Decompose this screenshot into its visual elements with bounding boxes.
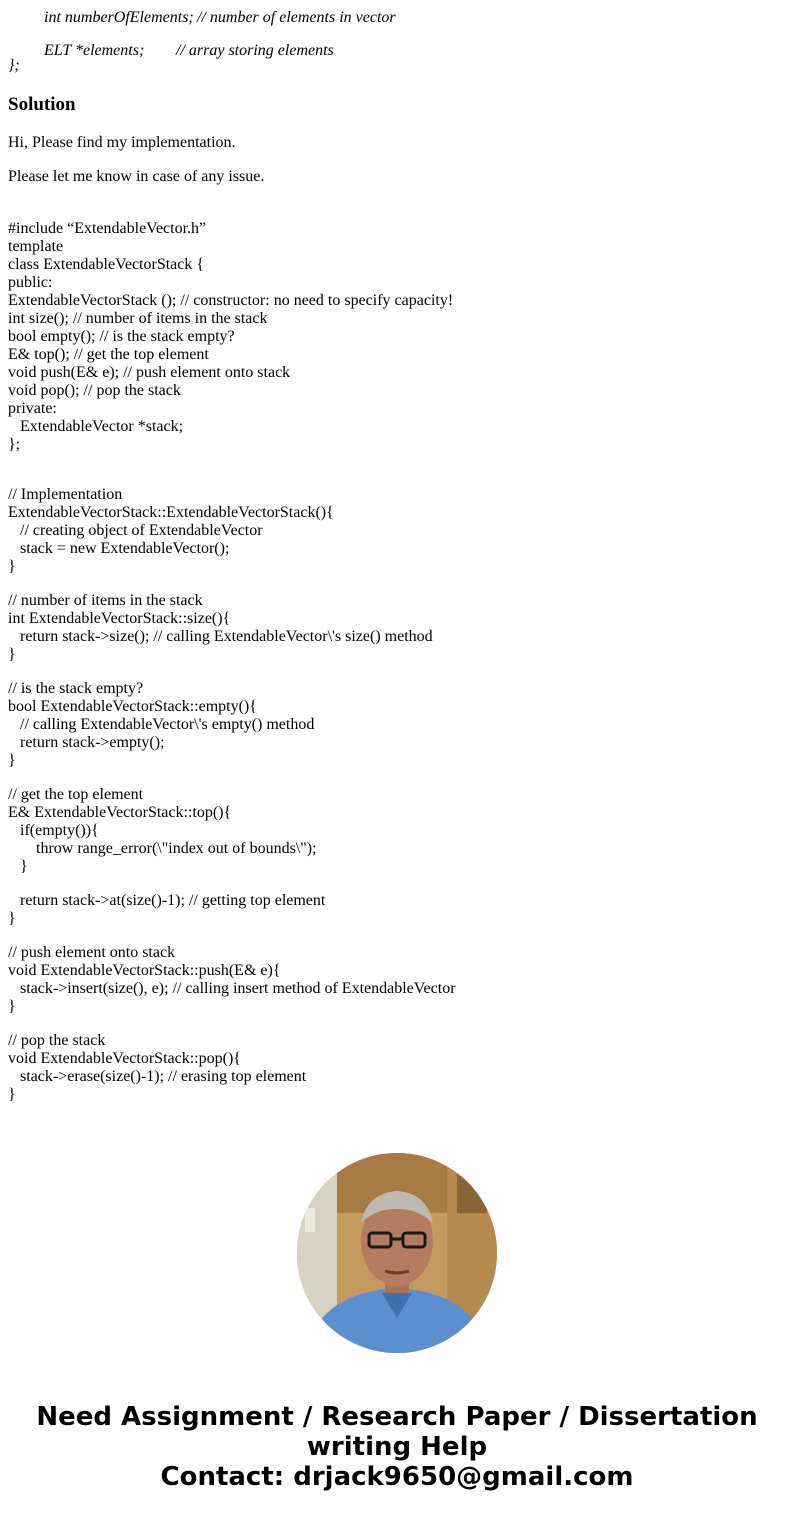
code-line: }	[8, 752, 16, 769]
code-line: stack->erase(size()-1); // erasing top element	[8, 1068, 307, 1085]
code-line: ExtendableVectorStack (); // constructor: no need to specify capacity!	[8, 292, 454, 309]
code-line: void ExtendableVectorStack::push(E& e){	[8, 962, 281, 979]
code-line: return stack->empty();	[8, 734, 165, 751]
issue-text: Please let me know in case of any issue.	[8, 168, 265, 185]
code-line: // Implementation	[8, 486, 123, 503]
code-line: void ExtendableVectorStack::pop(){	[8, 1050, 241, 1067]
code-line: #include “ExtendableVector.h”	[8, 220, 207, 237]
code-line	[8, 1016, 456, 1032]
code-line: int ExtendableVectorStack::size(){	[8, 610, 231, 627]
code-line: if(empty()){	[8, 822, 99, 839]
code-line: stack = new ExtendableVector();	[8, 540, 230, 557]
code-line	[8, 664, 456, 680]
code-line: }	[8, 558, 16, 575]
code-line: }	[8, 858, 28, 875]
banner-line: writing Help	[306, 1432, 488, 1462]
code-line	[8, 454, 456, 470]
code-line: stack->insert(size(), e); // calling insert method of ExtendableVector	[8, 980, 456, 997]
code-line: }	[8, 998, 16, 1015]
code-line: // push element onto stack	[8, 944, 176, 961]
code-line: ExtendableVectorStack::ExtendableVectorStack(){	[8, 504, 334, 521]
intro-text: Hi, Please find my implementation.	[8, 134, 236, 151]
code-line: // get the top element	[8, 786, 144, 803]
code-line: return stack->size(); // calling ExtendableVector\'s size() method	[8, 628, 433, 645]
snippet-comment: // array storing elements	[176, 42, 334, 59]
snippet-comment: // number of elements in vector	[197, 9, 396, 26]
snippet-line	[8, 0, 396, 26]
contact-email: Contact: drjack9650@gmail.com	[160, 1462, 634, 1492]
banner-line: Need Assignment / Research Paper / Dissertation	[36, 1402, 758, 1432]
code-line	[8, 576, 456, 592]
code-line: };	[8, 436, 21, 453]
code-line: int size(); // number of items in the stack	[8, 310, 268, 327]
code-line: }	[8, 1086, 16, 1103]
code-line: // creating object of ExtendableVector	[8, 522, 263, 539]
author-avatar	[297, 1153, 497, 1353]
snippet-code: ELT *elements;	[44, 42, 145, 59]
code-line: bool ExtendableVectorStack::empty(){	[8, 698, 257, 715]
contact-banner	[0, 1402, 794, 1492]
code-line	[8, 770, 456, 786]
code-line: bool empty(); // is the stack empty?	[8, 328, 235, 345]
code-line: // pop the stack	[8, 1032, 106, 1049]
code-line	[8, 876, 456, 892]
code-line: }	[8, 910, 16, 927]
code-line: template	[8, 238, 64, 255]
code-line: void pop(); // pop the stack	[8, 382, 181, 399]
code-block	[8, 220, 456, 1104]
code-line: ExtendableVector *stack;	[8, 418, 184, 435]
code-line: // calling ExtendableVector\'s empty() method	[8, 716, 315, 733]
code-line: throw range_error(\"index out of bounds\");	[8, 840, 317, 857]
code-line: // number of items in the stack	[8, 592, 203, 609]
vector-class-snippet	[8, 0, 396, 75]
code-line: }	[8, 646, 16, 663]
solution-heading: Solution	[8, 94, 76, 115]
snippet-code: int numberOfElements;	[44, 9, 194, 26]
code-line: private:	[8, 400, 57, 417]
code-line: public:	[8, 274, 53, 291]
author-photo	[297, 1153, 497, 1353]
code-line: E& top(); // get the top element	[8, 346, 209, 363]
code-line: // is the stack empty?	[8, 680, 144, 697]
code-line: E& ExtendableVectorStack::top(){	[8, 804, 232, 821]
snippet-line: };	[8, 57, 20, 74]
code-line: class ExtendableVectorStack {	[8, 256, 205, 273]
code-line: void push(E& e); // push element onto stack	[8, 364, 291, 381]
code-line	[8, 470, 456, 486]
code-line: return stack->at(size()-1); // getting top element	[8, 892, 326, 909]
code-line	[8, 928, 456, 944]
